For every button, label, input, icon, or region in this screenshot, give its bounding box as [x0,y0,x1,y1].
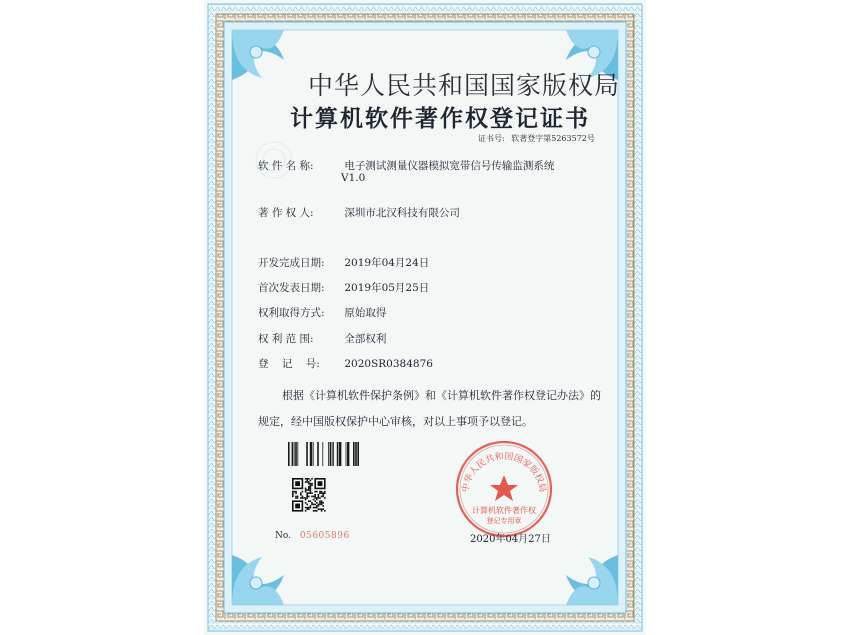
qr-module [292,496,294,498]
qr-module [321,496,323,498]
barcode-bar [306,442,308,466]
qr-module [319,504,321,506]
qr-module [314,497,316,499]
qr-module [308,496,310,498]
qr-module [308,489,310,491]
qr-module [308,478,310,480]
qr-module [316,497,318,499]
seal-ring-text: 中华人民共和国国家版权局 [460,451,548,494]
qr-module [322,502,324,504]
qr-module [305,502,307,504]
barcode-bar [295,442,297,466]
qr-module [303,497,305,499]
qr-module [310,488,312,490]
qr-module [318,496,320,498]
qr-module [302,491,304,493]
field-label: 登 记 号: [258,358,320,370]
barcode-bar [355,442,357,466]
certificate [204,0,646,635]
qr-module [313,504,315,506]
barcode-bar [346,442,347,466]
qr-module [310,480,312,482]
qr-module [310,489,312,491]
certificate-title: 计算机软件著作权登记证书 [290,105,590,132]
qr-module [311,484,313,486]
field-value: 2019年05月25日 [344,282,430,294]
qr-module [324,510,326,512]
barcode-bar [328,442,329,466]
qr-module [308,488,310,490]
barcode-bar [339,442,341,466]
qr-module [314,496,316,498]
statement-line2: 规定，经中国版权保护中心审核，对以上事项予以登记。 [258,415,533,428]
qr-module [311,483,313,485]
qr-module [319,500,321,502]
qr-module [292,491,294,493]
qr-module [310,492,312,494]
qr-module [310,483,312,485]
field-software-version [341,172,365,184]
field-label: 著 作 权 人: [258,207,314,219]
qr-module [292,494,294,496]
qr-module [311,492,313,494]
certificate-number-value: 软著登字第5263572号 [511,134,595,143]
qr-module [308,481,310,483]
serial-value: 05605896 [299,531,350,541]
qr-module [313,496,315,498]
qr-module [322,496,324,498]
qr-module [305,497,307,499]
qr-module [322,505,324,507]
qr-module [308,486,310,488]
qr-module [310,505,312,507]
qr-module [295,491,297,493]
field-publish-date [258,280,429,295]
qr-module [313,499,315,501]
qr-module [321,504,323,506]
qr-module [305,499,307,501]
field-scope [258,331,386,346]
qr-module [321,502,323,504]
qr-module [314,504,316,506]
qr-module [313,510,315,512]
barcode-bar [333,442,334,466]
qr-module [306,492,308,494]
serial-number [275,531,350,541]
qr-module [314,494,316,496]
qr-module [308,500,310,502]
qr-module [305,481,307,483]
field-value: 全部权利 [344,333,387,345]
qr-module [321,500,323,502]
qr-module [306,481,308,483]
barcode-bar [332,442,333,466]
field-label: 开发完成日期: [258,257,325,269]
barcode-bar [330,442,332,466]
qr-module [305,510,307,512]
field-software-name [258,158,554,173]
barcode-bar [297,442,298,466]
qr-module [306,489,308,491]
barcode-bar [317,442,319,466]
qr-module [316,491,318,493]
qr-module [316,510,318,512]
qr-module [302,496,304,498]
field-label: 软 件 名 称: [258,160,314,172]
qr-module [313,507,315,509]
qr-module [305,478,307,480]
qr-module [319,497,321,499]
seal-line2: 登记专用章 [486,517,522,525]
qr-module [324,491,326,493]
field-label: 权利取得方式: [258,307,325,319]
qr-module [306,497,308,499]
qr-module [300,497,302,499]
seal-line1: 计算机软件著作权 [472,506,536,515]
qr-module [297,496,299,498]
field-registration-no [258,356,433,371]
statement-line1: 根据《计算机软件保护条例》和《计算机软件著作权登记办法》的 [282,389,601,402]
qr-module [316,502,318,504]
qr-module [314,491,316,493]
qr-module [310,484,312,486]
barcode-bar [347,442,349,466]
qr-module [306,478,308,480]
barcode-bar [313,442,314,466]
qr-module [305,491,307,493]
qr-module [319,492,321,494]
issuer-title: 中华人民共和国国家版权局 [308,71,621,100]
qr-module [292,492,294,494]
barcode-bar [322,442,323,466]
qr-module [314,500,316,502]
qr-module [308,508,310,510]
qr-module [318,504,320,506]
qr-module [316,499,318,501]
qr-module [295,492,297,494]
qr-module [319,502,321,504]
qr-module [300,494,302,496]
qr-module [322,492,324,494]
qr-module [318,494,320,496]
qr-module [321,510,323,512]
qr-module [321,491,323,493]
field-value: 2019年04月24日 [344,257,430,269]
field-value: 深圳市北汉科技有限公司 [344,207,460,219]
field-acquisition [258,305,386,320]
certificate-number [478,133,595,144]
qr-module [310,500,312,502]
barcode-bar [353,442,355,466]
barcode-bar [357,442,359,466]
qr-module [318,508,320,510]
qr-module [311,504,313,506]
qr-module [324,497,326,499]
issue-date: 2020年04月27日 [470,534,551,545]
qr-module [305,507,307,509]
qr-finder-core [295,481,300,486]
qr-module [305,488,307,490]
qr-module [321,492,323,494]
qr-module [310,491,312,493]
qr-module [321,508,323,510]
barcode-bar [310,442,312,466]
barcode-bar [294,442,295,466]
qr-module [306,507,308,509]
qr-module [306,480,308,482]
qr-module [310,507,312,509]
field-label: 权 利 范 围: [258,333,314,345]
certificate-number-label: 证书号: [478,134,505,143]
field-copyright-owner [258,205,460,220]
qr-finder-core [318,481,323,486]
qr-module [311,496,313,498]
qr-module [318,505,320,507]
qr-module [311,502,313,504]
barcode-bar [288,442,290,466]
qr-module [295,496,297,498]
qr-module [324,492,326,494]
qr-module [302,497,304,499]
qr-module [306,508,308,510]
barcode-bar [292,442,294,466]
qr-module [314,510,316,512]
qr-module [322,494,324,496]
qr-module [308,507,310,509]
qr-module [314,507,316,509]
qr-module [308,483,310,485]
field-value: 电子测试测量仪器模拟宽带信号传输监测系统 [344,160,555,172]
serial-prefix: No. [275,531,291,541]
qr-module [318,497,320,499]
qr-module [316,505,318,507]
qr-module [306,494,308,496]
field-value: 原始取得 [344,307,387,319]
qr-module [295,497,297,499]
field-label: 首次发表日期: [258,282,325,294]
qr-module [311,478,313,480]
qr-finder-core [295,504,300,509]
qr-module [294,491,296,493]
qr-module [308,492,310,494]
qr-module [310,486,312,488]
qr-module [316,507,318,509]
qr-module [300,492,302,494]
field-value: 2020SR0384876 [344,358,433,370]
field-dev-date [258,255,429,270]
qr-module [322,508,324,510]
qr-module [306,504,308,506]
qr-module [319,491,321,493]
qr-module [306,496,308,498]
barcode-bar [337,442,339,466]
qr-module [297,497,299,499]
qr-module [305,489,307,491]
field-value: V1.0 [341,172,366,184]
qr-module [319,508,321,510]
